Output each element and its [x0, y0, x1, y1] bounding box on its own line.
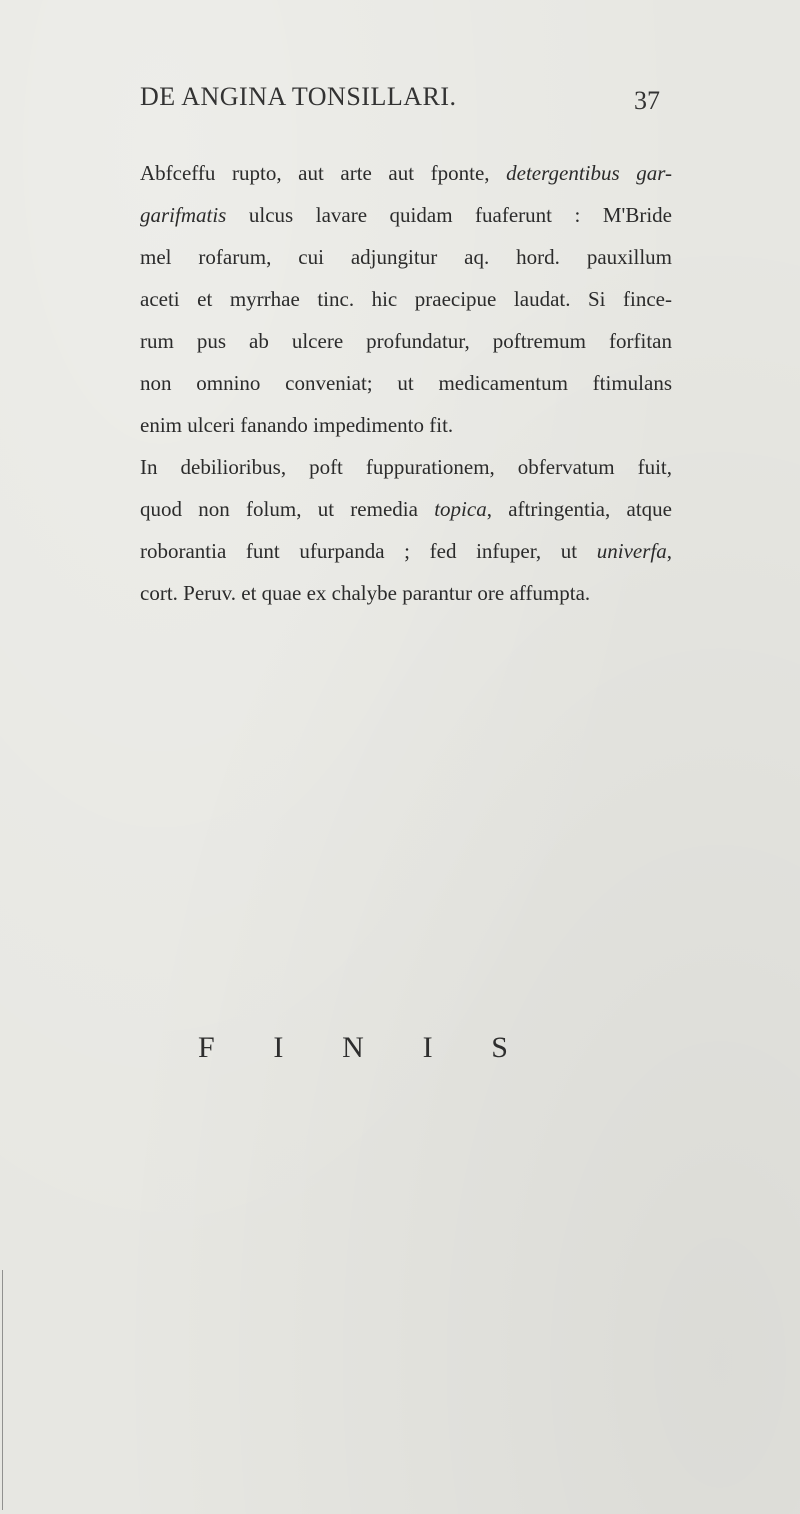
- text-line: quod non folum, ut remedia topica, aftringentia, atque: [140, 497, 672, 521]
- text-line: Abfceffu rupto, aut arte aut fponte, detergentibus gar-: [140, 161, 672, 185]
- body-text: [112, 152, 672, 614]
- text-line: non omnino conveniat; ut medicamentum ftimulans: [140, 371, 672, 395]
- page-number: 37: [634, 86, 660, 115]
- text-line: cort. Peruv. et quae ex chalybe parantur ore affumpta.: [140, 581, 591, 605]
- text-line: In debilioribus, poft fuppurationem, obfervatum fuit,: [140, 455, 672, 479]
- text-line: rum pus ab ulcere profundatur, poftremum forfitan: [140, 329, 672, 353]
- finis-letter: F: [198, 1031, 215, 1064]
- text-line: mel rofarum, cui adjungitur aq. hord. pauxillum: [140, 245, 672, 269]
- finis-letter: N: [342, 1031, 364, 1064]
- page-edge-divider: [2, 1270, 3, 1510]
- finis-letter: S: [491, 1031, 508, 1064]
- running-head: DE ANGINA TONSILLARI.: [140, 82, 457, 111]
- text-line: garifmatis ulcus lavare quidam fuaferunt : M'Bride: [140, 203, 672, 227]
- finis-letter: I: [422, 1031, 433, 1064]
- page-header: [140, 82, 660, 122]
- finis-ending: [198, 1031, 508, 1065]
- text-line: aceti et myrrhae tinc. hic praecipue laudat. Si fince-: [140, 287, 672, 311]
- text-line: enim ulceri fanando impedimento fit.: [140, 413, 454, 437]
- text-line: roborantia funt ufurpanda ; fed infuper, ut univerfa,: [140, 539, 672, 563]
- finis-letter: I: [273, 1031, 284, 1064]
